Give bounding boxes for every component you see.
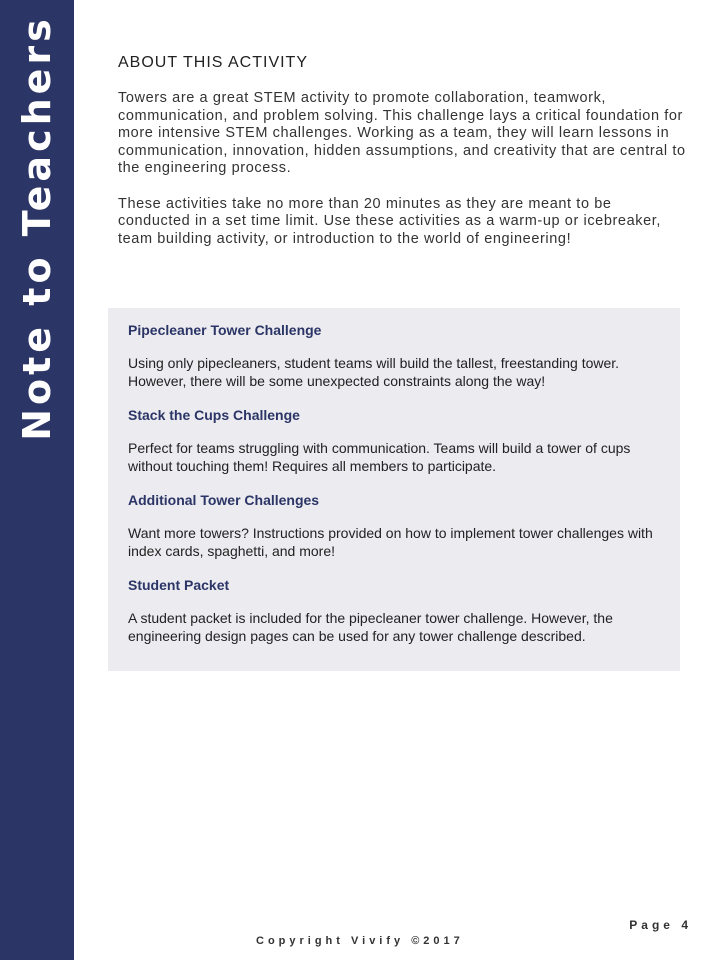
activity-description: Perfect for teams struggling with communication. Teams will build a tower of cups without touching them! Requires all members to participate. [128,440,631,474]
activity-title: Pipecleaner Tower Challenge [128,322,322,338]
activity-title: Additional Tower Challenges [128,492,320,508]
activity-description: A student packet is included for the pipecleaner tower challenge. However, the engineering design pages can be used for any tower challenge described. [128,610,613,644]
about-paragraph: These activities take no more than 20 minutes as they are meant to be conducted in a set time limit. Use these activities as a warm-up or icebreaker, team building activity, or introduction to the world of engineering! [118,195,662,247]
about-section [118,54,688,266]
activities-box [108,308,680,671]
activity-title: Stack the Cups Challenge [128,407,300,423]
about-paragraph: Towers are a great STEM activity to promote collaboration, teamwork, communication, and problem solving. This challenge lays a critical foundation for more intensive STEM challenges. Working as a team, they will learn lessons in communication, innovation, hidden assumptions, and creativity that are central to the engineering process. [118,90,686,176]
copyright: Copyright Vivify ©2017 [256,935,464,947]
sidebar [0,0,74,960]
activity-description: Want more towers? Instructions provided on how to implement tower challenges with index cards, spaghetti, and more! [128,525,653,559]
about-heading: ABOUT THIS ACTIVITY [118,54,308,71]
activity-title: Student Packet [128,577,230,593]
sidebar-title: Note to Teachers [15,15,59,441]
page-number: Page 4 [629,918,692,932]
activity-description: Using only pipecleaners, student teams will build the tallest, freestanding tower. However, there will be some unexpected constraints along the way! [128,355,620,389]
